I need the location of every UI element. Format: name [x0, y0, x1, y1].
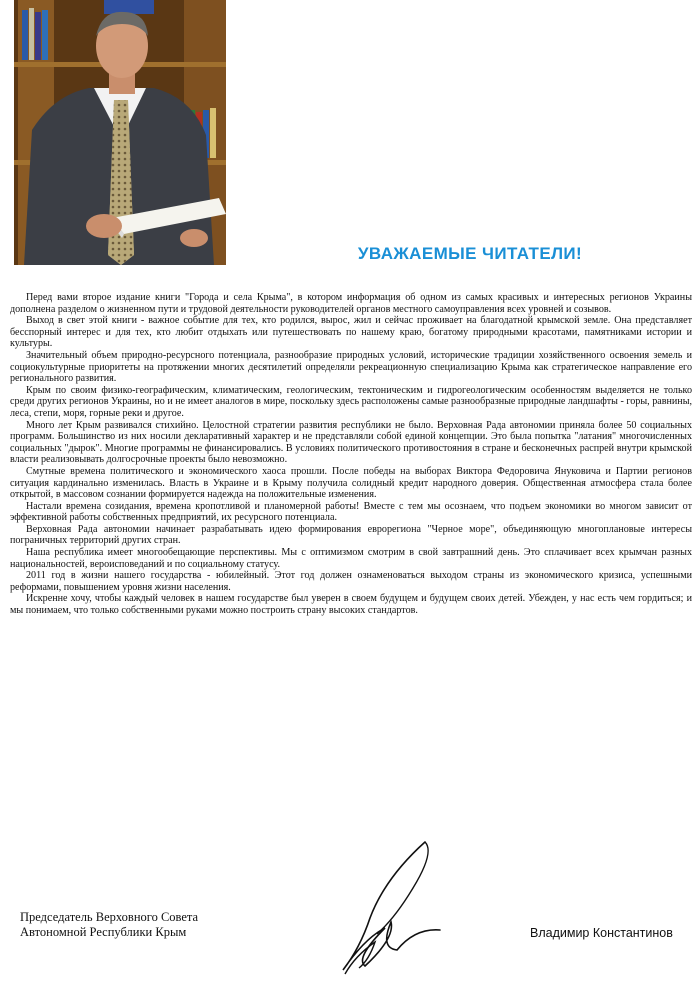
paragraph: Верховная Рада автономии начинает разрабатывать идею формирования еврорегиона "Черное море", объединяющую многоплановые интересы пограничных территорий других стран.: [10, 523, 692, 547]
handwritten-signature: [325, 838, 445, 978]
paragraph: 2011 год в жизни нашего государства - юбилейный. Этот год должен ознаменоваться выходом страны из экономического кризиса, успешными реформами, повышением уровня жизни населения.: [10, 570, 692, 593]
author-portrait-photo: [14, 0, 226, 265]
paragraph: Перед вами второе издание книги "Города и села Крыма", в котором информация об одном из самых красивых и интересных регионов Украины дополнена разделом о жизненном пути и трудовой деятельности руководителей органов местного самоуправления всех уровней и созывов.: [10, 292, 692, 315]
paragraph: Выход в свет этой книги - важное событие для тех, кто родился, вырос, жил и сейчас проживает на благодатной крымской земле. Она представляет бесспорный интерес и для тех, кто любит отдыхать или путешествовать по нашему краю, богатому природными красотами, памятниками истории и культуры.: [10, 315, 692, 350]
paragraph: Значительный объем природно-ресурсного потенциала, разнообразие природных условий, исторические традиции хозяйственного освоения земель и социокультурные приоритеты на протяжении многих десятилетий определяли рекреационную специализацию Крыма как стратегическое направление его регионального развития.: [10, 349, 692, 385]
position-line-1: Председатель Верховного Совета: [20, 910, 199, 924]
signatory-name: Владимир Константинов: [530, 926, 673, 940]
paragraph: Смутные времена политического и экономического хаоса прошли. После победы на выборах Виктора Федоровича Януковича и Партии регионов ситуация кардинально изменилась. Власть в Украине и в Крыму получила солидный кредит народного доверия. Общественная атмосфера стала более открытой, в массовом сознании формируется надежда на положительные изменения.: [10, 465, 692, 501]
position-line-2: Автономной Республики Крым: [20, 925, 187, 939]
paragraph: Крым по своим физико-географическим, климатическим, геологическим, тектоническим и гидрогеологическим особенностям выделяется не только среди других регионов Украины, но и не имеет аналогов в мире, поскольку здесь расположены самые разнообразные природные ландшафты - горы, равнины, леса, степи, моря, горные реки и другое.: [10, 384, 692, 419]
paragraph: Настали времена созидания, времена кропотливой и планомерной работы! Вместе с тем мы осознаем, что подъем экономики во многом зависит от эффективной работы собственных предприятий, их ресурсного потенциала.: [10, 500, 692, 524]
letter-body: [10, 292, 692, 617]
page-title: УВАЖАЕМЫЕ ЧИТАТЕЛИ!: [357, 244, 583, 263]
signatory-position: [20, 910, 198, 940]
paragraph: Искренне хочу, чтобы каждый человек в нашем государстве был уверен в своем будущем и будущем своих детей. Убежден, у нас есть чем гордиться; и мы понимаем, что только собственными руками можно построить страну высоких стандартов.: [10, 593, 692, 617]
paragraph: Наша республика имеет многообещающие перспективы. Мы с оптимизмом смотрим в свой завтрашний день. Это сплачивает всех крымчан разных национальностей, вероисповеданий и по социальному статусу.: [10, 547, 692, 570]
paragraph: Много лет Крым развивался стихийно. Целостной стратегии развития республики не было. Верховная Рада автономии приняла более 50 социальных программ. Большинство из них носили декларативный характер и не представляли собой единой концепции. Это была попытка "латания" многочисленных социальных "дырок". Многие программы не финансировались. В условиях политического противостояния в стране и бесконечных распрей внутри крымской власти реализовывать долгосрочные проекты было невозможно.: [10, 419, 692, 466]
